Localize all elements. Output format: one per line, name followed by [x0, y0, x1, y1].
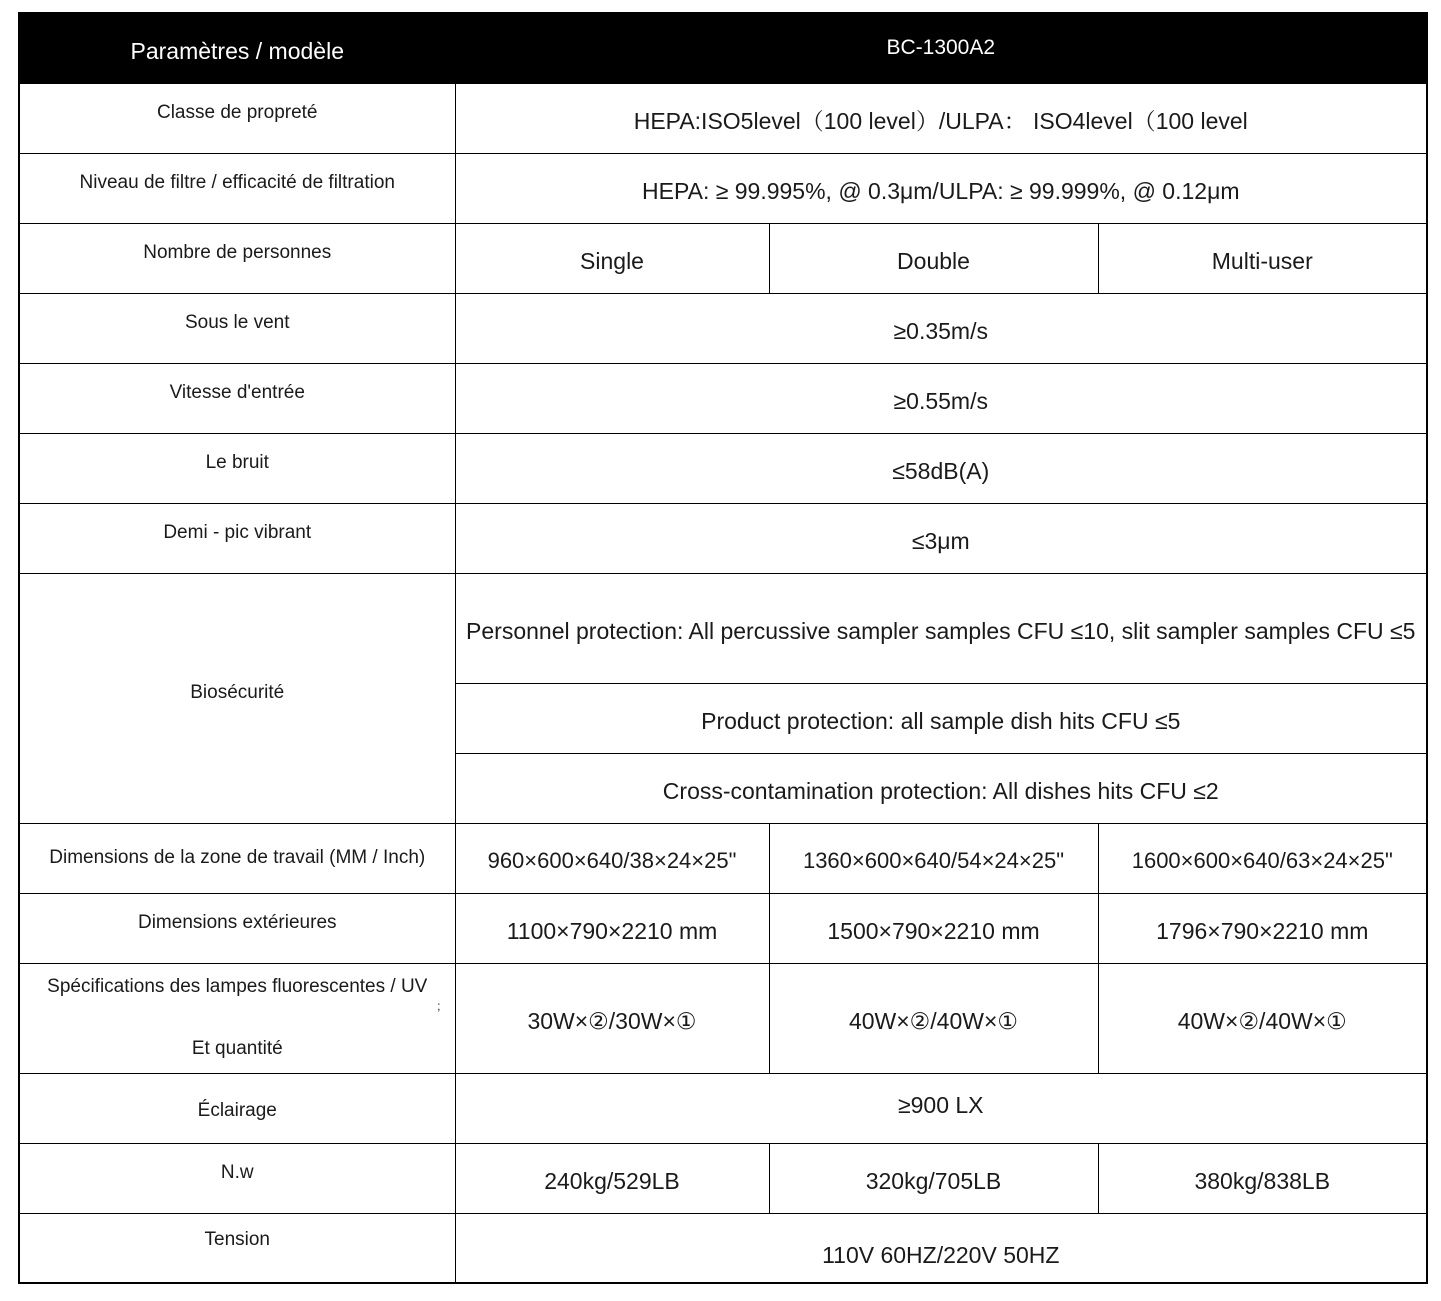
biosafety-product: Product protection: all sample dish hits CFU ≤5 — [455, 683, 1427, 753]
spec-table — [18, 12, 1428, 1284]
vibration-value: ≤3μm — [455, 503, 1427, 573]
weight-double: 320kg/705LB — [769, 1143, 1098, 1213]
inflow-value: ≥0.55m/s — [455, 363, 1427, 433]
row-noise — [19, 433, 1427, 503]
row-vibration — [19, 503, 1427, 573]
row-cleanliness — [19, 83, 1427, 153]
cleanliness-label: Classe de propreté — [19, 83, 455, 153]
filter-value: HEPA: ≥ 99.995%, @ 0.3μm/ULPA: ≥ 99.999%, @ 0.12μm — [455, 153, 1427, 223]
lighting-label: Éclairage — [19, 1073, 455, 1143]
lamps-label-mark: ; — [437, 999, 441, 1013]
noise-value: ≤58dB(A) — [455, 433, 1427, 503]
persons-double: Double — [769, 223, 1098, 293]
row-weight — [19, 1143, 1427, 1213]
weight-label: N.w — [19, 1143, 455, 1213]
work-zone-multi: 1600×600×640/63×24×25" — [1098, 823, 1427, 893]
work-zone-single: 960×600×640/38×24×25" — [455, 823, 769, 893]
lamps-label-line2: Et quantité — [191, 1038, 283, 1059]
cleanliness-value: HEPA:ISO5level（100 level）/ULPA： ISO4level（100 level — [455, 83, 1427, 153]
inflow-label: Vitesse d'entrée — [19, 363, 455, 433]
biosafety-personnel: Personnel protection: All percussive sampler samples CFU ≤10, slit sampler samples CFU ≤5 — [455, 573, 1427, 683]
exterior-single: 1100×790×2210 mm — [455, 893, 769, 963]
header-param-label: Paramètres / modèle — [19, 13, 455, 83]
row-inflow — [19, 363, 1427, 433]
voltage-value: 110V 60HZ/220V 50HZ — [455, 1213, 1427, 1283]
row-voltage — [19, 1213, 1427, 1283]
work-zone-label: Dimensions de la zone de travail (MM / Inch) — [19, 823, 455, 893]
row-lighting — [19, 1073, 1427, 1143]
exterior-double: 1500×790×2210 mm — [769, 893, 1098, 963]
persons-multi: Multi-user — [1098, 223, 1427, 293]
noise-label: Le bruit — [19, 433, 455, 503]
downflow-label: Sous le vent — [19, 293, 455, 363]
lamps-double: 40W×②/40W×① — [769, 963, 1098, 1073]
filter-label: Niveau de filtre / efficacité de filtration — [19, 153, 455, 223]
row-persons — [19, 223, 1427, 293]
weight-multi: 380kg/838LB — [1098, 1143, 1427, 1213]
row-lamps — [19, 963, 1427, 1073]
exterior-multi: 1796×790×2210 mm — [1098, 893, 1427, 963]
exterior-label: Dimensions extérieures — [19, 893, 455, 963]
persons-single: Single — [455, 223, 769, 293]
persons-label: Nombre de personnes — [19, 223, 455, 293]
lamps-single: 30W×②/30W×① — [455, 963, 769, 1073]
row-biosafety-personnel — [19, 573, 1427, 683]
header-row — [19, 13, 1427, 83]
lamps-multi: 40W×②/40W×① — [1098, 963, 1427, 1073]
biosafety-label: Biosécurité — [19, 573, 455, 823]
row-work-zone — [19, 823, 1427, 893]
row-filter — [19, 153, 1427, 223]
voltage-label: Tension — [19, 1213, 455, 1283]
lamps-label — [19, 963, 455, 1073]
row-downflow — [19, 293, 1427, 363]
downflow-value: ≥0.35m/s — [455, 293, 1427, 363]
row-exterior — [19, 893, 1427, 963]
work-zone-double: 1360×600×640/54×24×25" — [769, 823, 1098, 893]
biosafety-cross: Cross-contamination protection: All dishes hits CFU ≤2 — [455, 753, 1427, 823]
header-model: BC-1300A2 — [455, 13, 1427, 83]
lamps-label-line1: Spécifications des lampes fluorescentes / UV — [47, 976, 428, 997]
weight-single: 240kg/529LB — [455, 1143, 769, 1213]
lighting-value: ≥900 LX — [455, 1073, 1427, 1143]
vibration-label: Demi - pic vibrant — [19, 503, 455, 573]
